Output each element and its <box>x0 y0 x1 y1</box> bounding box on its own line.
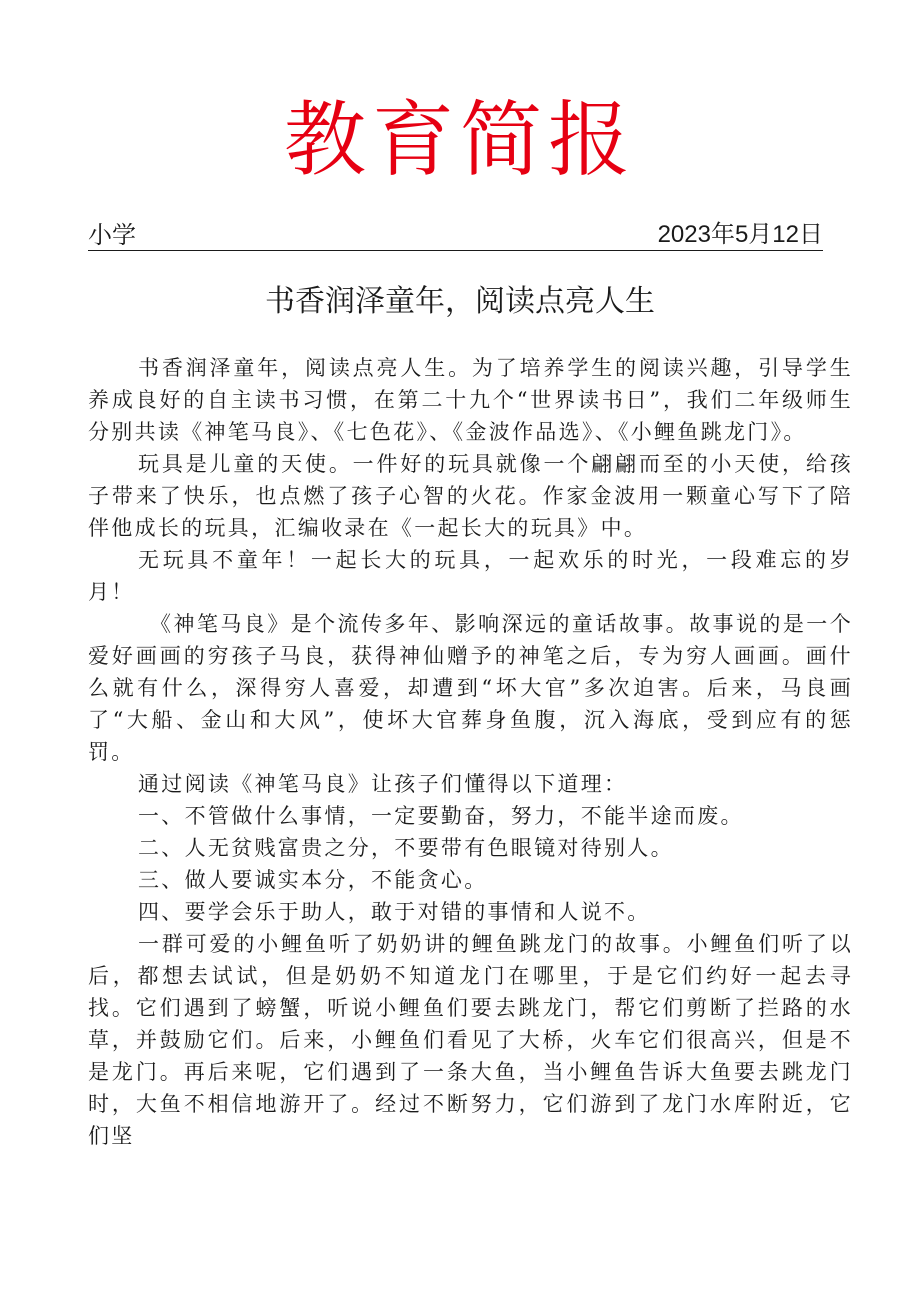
masthead-title: 教育简报 <box>283 93 636 188</box>
school-name: 小学 <box>88 221 136 249</box>
meta-row <box>88 218 823 251</box>
paragraph-lessons-intro: 通过阅读《神笔马良》让孩子们懂得以下道理： <box>138 772 628 796</box>
paragraph-intro: 书香润泽童年，阅读点亮人生。为了培养学生的阅读兴趣，引导学生养成良好的自主读书习惯，在第二十九个“世界读书日”，我们二年级师生分别共读《神笔马良》、《七色花》、《金波作品选》、《小鲤鱼跳龙门》。 <box>88 356 853 444</box>
issue-date: 2023年5月12日 <box>657 221 823 248</box>
lesson-item-4: 四、要学会乐于助人，敢于对错的事情和人说不。 <box>138 900 651 924</box>
paragraph-magic-brush: 《神笔马良》是个流传多年、影响深远的童话故事。故事说的是一个爱好画画的穷孩子马良，获得神仙赠予的神笔之后，专为穷人画画。画什么就有什么，深得穷人喜爱，却遭到“坏大官”多次迫害。后来，马良画了“大船、金山和大风”，使坏大官葬身鱼腹，沉入海底，受到应有的惩罚。 <box>88 612 853 764</box>
paragraph-little-carp: 一群可爱的小鲤鱼听了奶奶讲的鲤鱼跳龙门的故事。小鲤鱼们听了以后，都想去试试，但是奶奶不知道龙门在哪里，于是它们约好一起去寻找。它们遇到了螃蟹，听说小鲤鱼们要去跳龙门，帮它们剪断了拦路的水草，并鼓励它们。后来，小鲤鱼们看见了大桥，火车它们很高兴，但是不是龙门。再后来呢，它们遇到了一条大鱼，当小鲤鱼告诉大鱼要去跳龙门时，大鱼不相信地游开了。经过不断努力，它们游到了龙门水库附近，它们坚 <box>88 932 853 1148</box>
article-body <box>88 352 853 1152</box>
article-headline: 书香润泽童年，阅读点亮人生 <box>265 284 655 319</box>
lesson-item-1: 一、不管做什么事情，一定要勤奋，努力，不能半途而废。 <box>138 804 744 828</box>
lesson-item-2: 二、人无贫贱富贵之分，不要带有色眼镜对待别人。 <box>138 836 674 860</box>
paragraph-toys: 玩具是儿童的天使。一件好的玩具就像一个翩翩而至的小天使，给孩子带来了快乐，也点燃了孩子心智的火花。作家金波用一颗童心写下了陪伴他成长的玩具，汇编收录在《一起长大的玩具》中。 <box>88 452 853 540</box>
lesson-item-3: 三、做人要诚实本分，不能贪心。 <box>138 868 488 892</box>
paragraph-childhood: 无玩具不童年！一起长大的玩具，一起欢乐的时光，一段难忘的岁月！ <box>88 548 853 604</box>
